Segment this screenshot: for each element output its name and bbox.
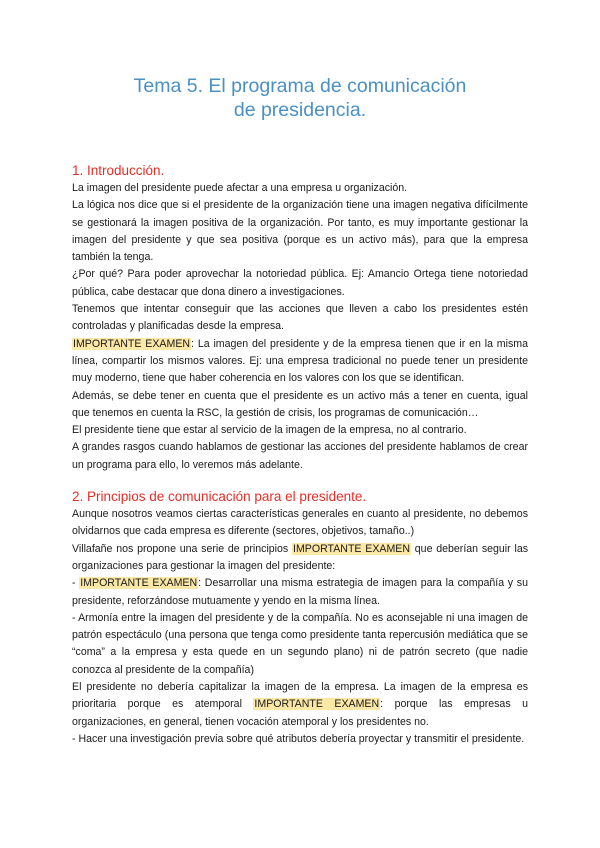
paragraph: - Hacer una investigación previa sobre qué atributos debería proyectar y transmitir el presidente. <box>72 732 525 745</box>
paragraph: Aunque nosotros veamos ciertas características generales en cuanto al presidente, no debemos olvidarnos que cada empresa es diferente (sectores, objetivos, tamaño..) <box>72 508 528 538</box>
highlight-importante-examen: IMPORTANTE EXAMEN <box>80 577 198 590</box>
paragraph: A grandes rasgos cuando hablamos de gestionar las acciones del presidente hablamos de crear un programa para ello, lo veremos más adelante. <box>72 441 528 471</box>
highlight-importante-examen: IMPORTANTE EXAMEN <box>73 337 191 350</box>
page-title <box>72 74 528 122</box>
paragraph: El presidente no debería capitalizar la imagen de la empresa. La imagen de la empresa es prioritaria porque es atemporal IMPORTANTE EXAMEN: porque las empresas u organizaciones, en general, tienen vocación atemporal y los presidentes no. <box>72 681 528 728</box>
highlight-importante-examen: IMPORTANTE EXAMEN <box>254 698 380 711</box>
page-title-line-1: Tema 5. El programa de comunicación <box>133 75 467 97</box>
paragraph: - IMPORTANTE EXAMEN: Desarrollar una misma estrategia de imagen para la compañía y su presidente, reforzándose mutuamente y yendo en la misma línea. <box>72 577 528 607</box>
section-heading-principios: 2. Principios de comunicación para el presidente. <box>72 489 367 505</box>
paragraph: - Armonía entre la imagen del presidente y de la compañía. No es aconsejable ni una imagen de patrón espectáculo (una persona que tenga como presidente tanta repercusión mediática que se “coma” a la empresa y esta quede en un segundo plano) ni de patrón secreto (que nadie conozca al presidente de la compañía) <box>72 611 528 676</box>
page-title-line-2: de presidencia. <box>233 99 367 121</box>
highlight-importante-examen: IMPORTANTE EXAMEN <box>293 542 411 555</box>
section-heading-introduccion: 1. Introducción. <box>72 163 165 178</box>
paragraph: Villafañe nos propone una serie de principios IMPORTANTE EXAMEN que deberían seguir las organizaciones para gestionar la imagen del presidente: <box>72 542 529 572</box>
paragraph: La imagen del presidente puede afectar a una empresa u organización. <box>72 182 408 194</box>
paragraph: ¿Por qué? Para poder aprovechar la notoriedad pública. Ej: Amancio Ortega tiene notoriedad pública, cabe destacar que dona dinero a investigaciones. <box>72 268 528 298</box>
paragraph: IMPORTANTE EXAMEN: La imagen del presidente y de la empresa tienen que ir en la misma línea, compartir los mismos valores. Ej: una empresa tradicional no puede tener un presidente muy moderno, tiene que haber coherencia en los valores con los que se identifican. <box>72 337 528 385</box>
paragraph: Además, se debe tener en cuenta que el presidente es un activo más a tener en cuenta, igual que tenemos en cuenta la RSC, la gestión de crisis, los programas de comunicación… <box>72 389 528 419</box>
paragraph: La lógica nos dice que si el presidente de la organización tiene una imagen negativa difícilmente se gestionará la imagen positiva de la organización. Por tanto, es muy importante gestionar la imagen del presidente y que sea positiva (porque es un activo más), para que la empresa también la tenga. <box>72 199 528 264</box>
paragraph: El presidente tiene que estar al servicio de la imagen de la empresa, no al contrario. <box>72 424 467 437</box>
paragraph: Tenemos que intentar conseguir que las acciones que lleven a cabo los presidentes estén controladas y planificadas desde la empresa. <box>72 303 528 333</box>
